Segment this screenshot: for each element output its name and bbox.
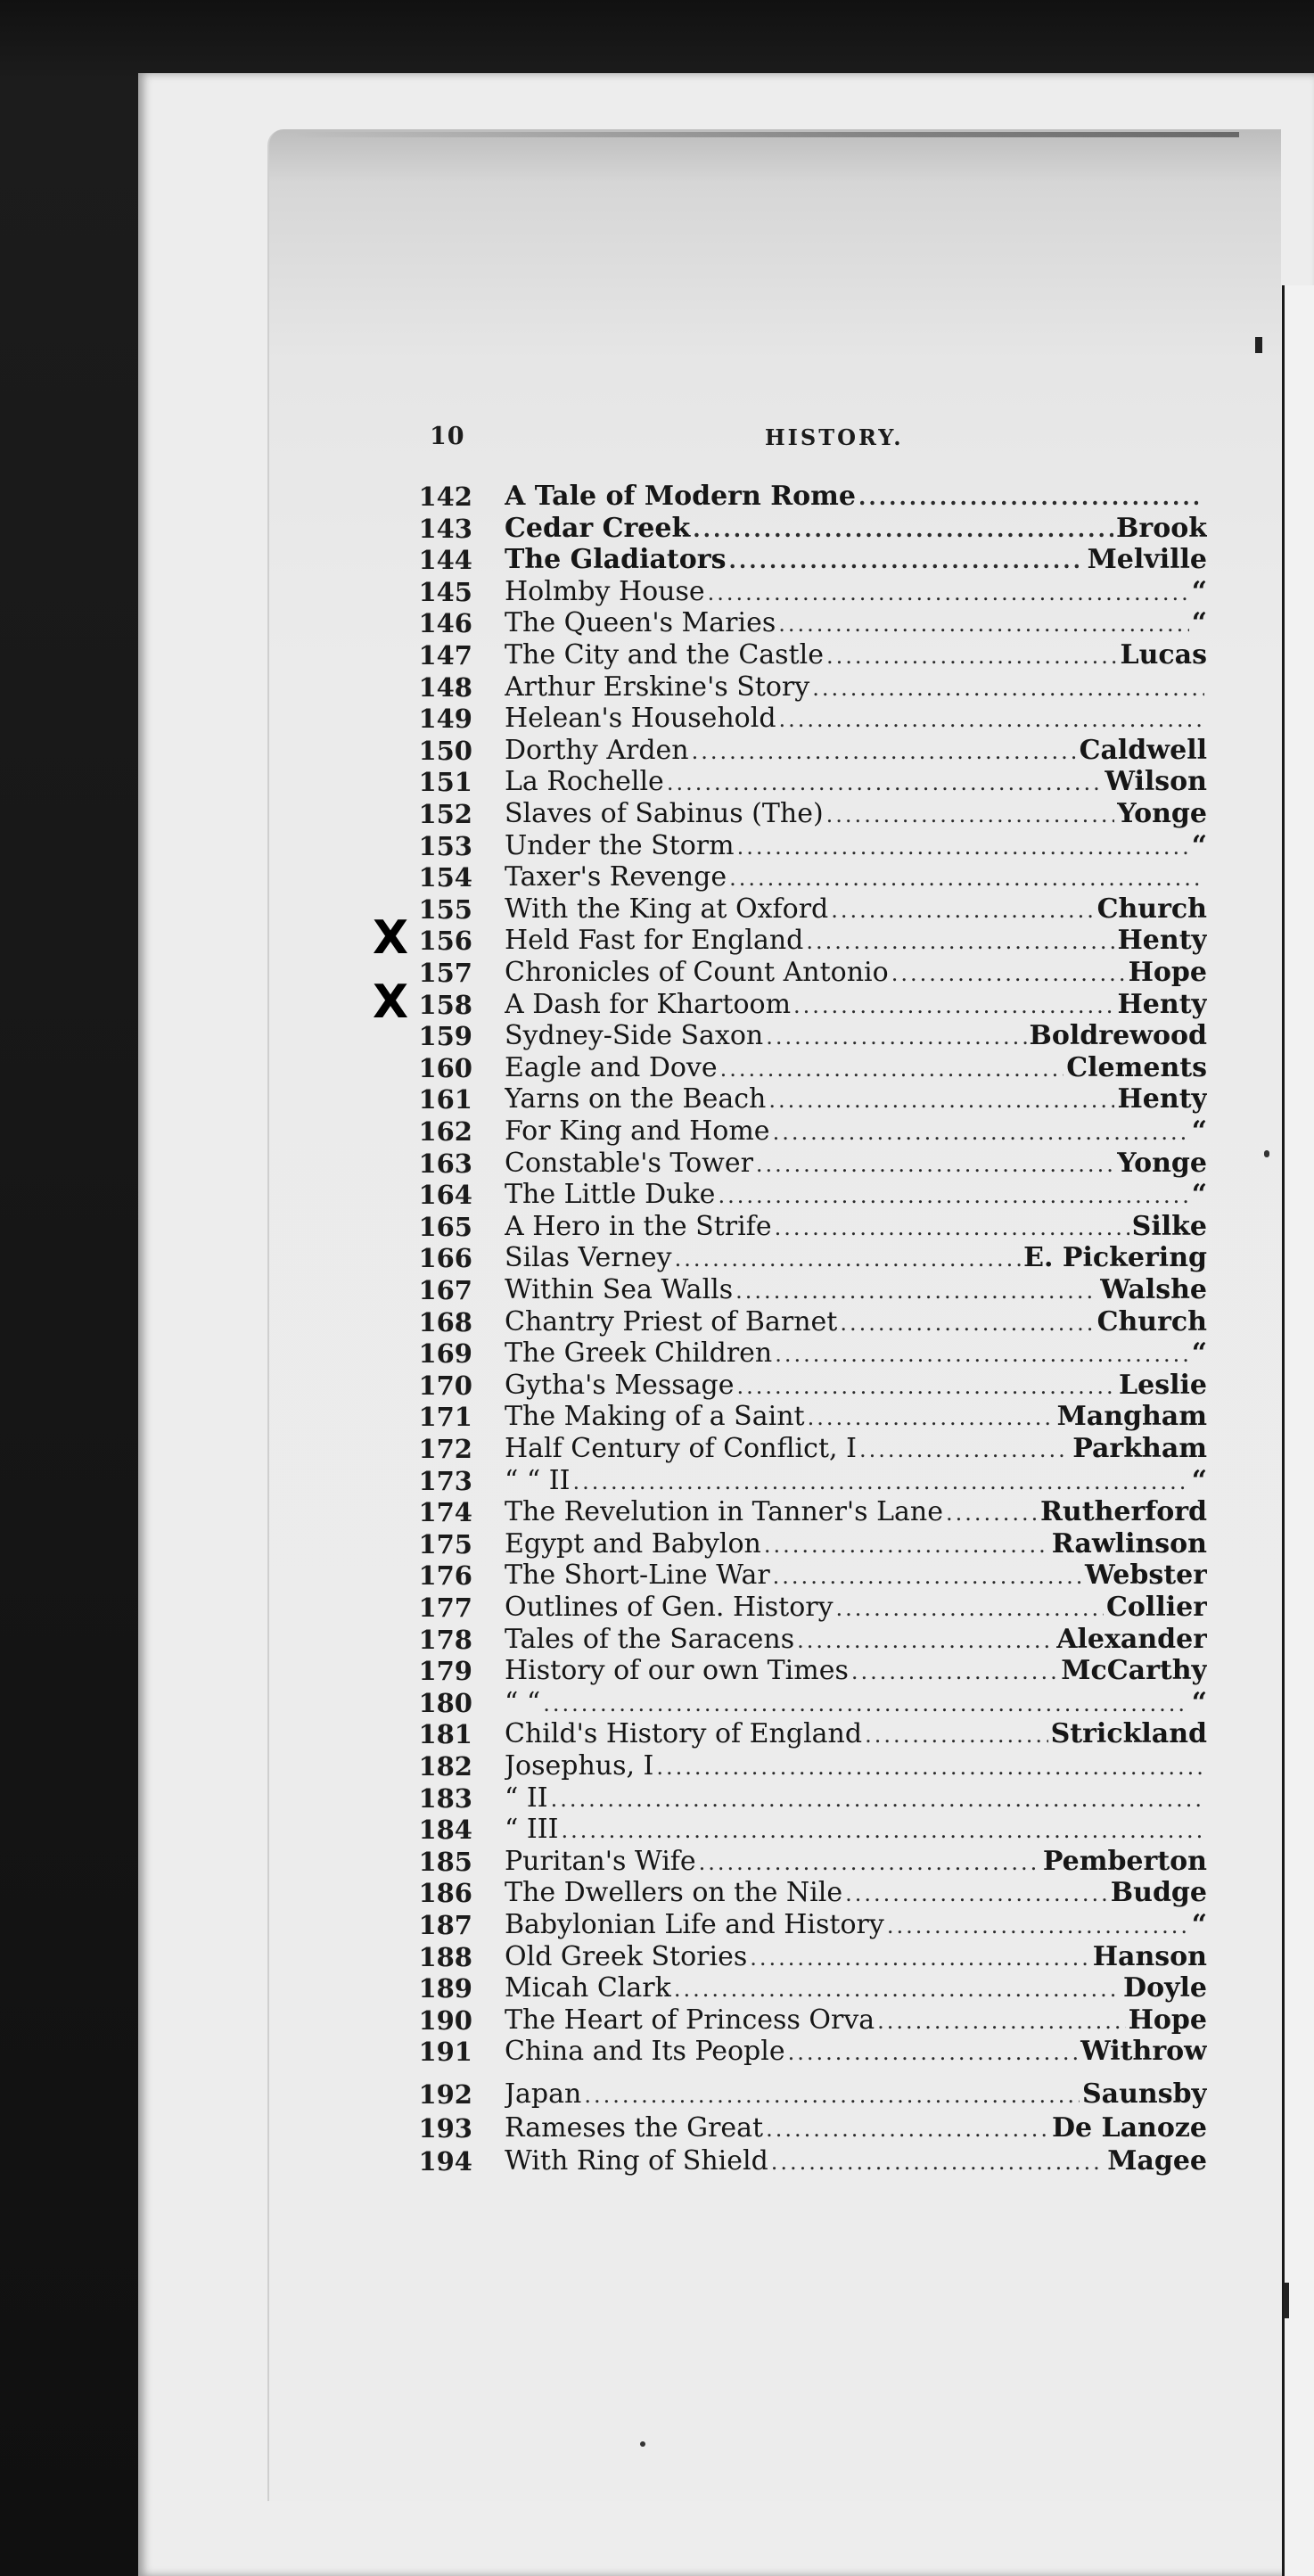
dot-leader — [766, 1022, 1026, 1051]
catalog-entry — [505, 926, 1207, 956]
entry-title: La Rochelle — [505, 767, 664, 797]
entry-author: Walshe — [1100, 1275, 1207, 1305]
entry-author: Boldrewood — [1029, 1021, 1207, 1051]
ink-smudge — [640, 2441, 645, 2447]
entry-title: Micah Clark — [505, 1973, 671, 2004]
catalog-entry — [505, 1751, 1207, 1782]
dot-leader — [887, 1911, 1189, 1940]
dot-leader — [851, 1657, 1058, 1686]
entry-title: Tales of the Saracens — [505, 1625, 795, 1655]
entry-author: Church — [1096, 1307, 1207, 1337]
entry-number: 169 — [418, 1338, 472, 1369]
entry-title: Japan — [505, 2079, 582, 2110]
dot-leader — [831, 895, 1094, 925]
entry-author: Saunsby — [1081, 2079, 1207, 2110]
entry-number: 168 — [418, 1307, 472, 1337]
entry-author: Withrow — [1080, 2037, 1207, 2067]
dot-leader — [826, 800, 1115, 829]
dot-leader — [718, 1181, 1188, 1210]
entry-author: Melville — [1087, 545, 1207, 575]
entry-author: Wilson — [1105, 767, 1207, 797]
dot-leader — [806, 926, 1114, 956]
dot-leader — [729, 863, 1204, 893]
entry-title: Babylonian Life and History — [505, 1910, 884, 1940]
page-number: 10 — [430, 423, 465, 450]
catalog-entry — [505, 1942, 1207, 1972]
dot-leader — [674, 1974, 1121, 2004]
page-top-shadow — [294, 132, 1239, 137]
entry-title: Gytha's Message — [505, 1370, 735, 1401]
entry-author: Parkham — [1072, 1434, 1207, 1464]
dot-leader — [773, 1561, 1082, 1591]
entry-author: “ — [1191, 577, 1207, 607]
catalog-entry — [505, 640, 1207, 671]
entry-number: 150 — [418, 736, 472, 766]
dot-leader — [667, 768, 1103, 797]
entry-number: 190 — [418, 2005, 472, 2036]
entry-number: 143 — [418, 514, 472, 544]
entry-number: 175 — [418, 1529, 472, 1560]
catalog-entry — [505, 1688, 1207, 1718]
dot-leader — [808, 1403, 1055, 1432]
entry-author: De Lanoze — [1051, 2113, 1207, 2144]
dot-leader — [764, 1530, 1049, 1560]
entry-number: 144 — [418, 545, 472, 575]
entry-author: Hope — [1128, 958, 1207, 988]
entry-title: Constable's Tower — [505, 1148, 753, 1179]
entry-number: 151 — [418, 767, 472, 797]
entry-number: 186 — [418, 1878, 472, 1908]
dot-leader — [778, 609, 1189, 638]
entry-number: 181 — [418, 1719, 472, 1749]
catalog-entry — [505, 1910, 1207, 1940]
dot-leader — [797, 1625, 1054, 1655]
dot-leader — [708, 578, 1189, 607]
entry-author: McCarthy — [1061, 1656, 1207, 1686]
dot-leader — [865, 1720, 1048, 1749]
dot-leader — [584, 2080, 1080, 2110]
catalog-entry — [505, 2037, 1207, 2067]
handwritten-mark: X — [373, 975, 409, 1029]
entry-number: 145 — [418, 577, 472, 607]
right-page-edge — [1282, 285, 1314, 2576]
dot-leader — [692, 737, 1077, 766]
entry-author: Rawlinson — [1051, 1529, 1207, 1560]
entry-number: 147 — [418, 640, 472, 671]
entry-number: 180 — [418, 1688, 472, 1718]
dot-leader — [859, 1435, 1070, 1464]
entry-number: 170 — [418, 1370, 472, 1401]
entry-author: Leslie — [1119, 1370, 1207, 1401]
entry-title: Old Greek Stories — [505, 1942, 748, 1972]
catalog-entry — [505, 1529, 1207, 1560]
catalog-entry — [505, 1307, 1207, 1337]
dot-leader — [793, 991, 1114, 1020]
dot-leader — [675, 1244, 1022, 1273]
entry-title: History of our own Times — [505, 1656, 849, 1686]
entry-number: 188 — [418, 1942, 472, 1972]
entry-author: Henty — [1117, 990, 1207, 1020]
entry-title: Taxer's Revenge — [505, 862, 727, 893]
entry-author: Church — [1096, 894, 1207, 925]
catalog-entry — [505, 1656, 1207, 1686]
catalog-entry — [505, 1466, 1207, 1496]
entry-title: Dorthy Arden — [505, 736, 689, 766]
entry-number: 166 — [418, 1243, 472, 1273]
catalog-entry — [505, 1497, 1207, 1527]
entry-author: Caldwell — [1079, 736, 1207, 766]
entry-author: E. Pickering — [1023, 1243, 1207, 1273]
dot-leader — [720, 1054, 1064, 1083]
dot-leader — [693, 514, 1113, 544]
catalog-entry — [505, 1434, 1207, 1464]
entry-number: 160 — [418, 1053, 472, 1083]
entry-number: 194 — [418, 2146, 472, 2177]
entry-author: Hope — [1128, 2005, 1207, 2036]
dot-leader — [877, 2006, 1125, 2036]
dot-leader — [737, 832, 1189, 861]
catalog-entry — [505, 481, 1207, 512]
dot-leader — [729, 546, 1085, 575]
entry-title: Sydney-Side Saxon — [505, 1021, 764, 1051]
entry-number: 157 — [418, 958, 472, 988]
entry-number: 191 — [418, 2037, 472, 2067]
entry-title: For King and Home — [505, 1116, 770, 1147]
catalog-entry — [505, 1973, 1207, 2004]
catalog-entry — [505, 894, 1207, 925]
catalog-entry — [505, 736, 1207, 766]
page-header-title: HISTORY. — [765, 424, 904, 450]
entry-number: 185 — [418, 1847, 472, 1877]
entry-title: Chronicles of Count Antonio — [505, 958, 889, 988]
dot-leader — [775, 1339, 1189, 1369]
dot-leader — [771, 2147, 1105, 2177]
entry-author: “ — [1191, 831, 1207, 861]
entry-title: Child's History of England — [505, 1719, 863, 1749]
entry-title: “ “ II — [505, 1466, 571, 1496]
dot-leader — [788, 2037, 1079, 2067]
entry-number: 155 — [418, 894, 472, 925]
dot-leader — [551, 1784, 1204, 1814]
entry-title: Arthur Erskine's Story — [505, 672, 810, 703]
entry-number: 187 — [418, 1910, 472, 1940]
dot-leader — [572, 1467, 1188, 1496]
entry-title: Helean's Household — [505, 704, 776, 734]
entry-title: Cedar Creek — [505, 514, 691, 544]
dot-leader — [826, 641, 1118, 671]
entry-number: 154 — [418, 862, 472, 893]
catalog-entry — [505, 1021, 1207, 1051]
catalog-entry — [505, 1719, 1207, 1749]
ink-smudge — [1264, 1150, 1269, 1157]
entry-number: 156 — [418, 926, 472, 956]
entry-title: The Little Duke — [505, 1180, 716, 1210]
entry-title: Rameses the Great — [505, 2113, 764, 2144]
catalog-entry — [505, 1084, 1207, 1115]
entry-number: 183 — [418, 1783, 472, 1814]
ink-smudge — [1284, 2283, 1289, 2318]
catalog-entry — [505, 1180, 1207, 1210]
entry-title: Silas Verney — [505, 1243, 672, 1273]
entry-title: The Queen's Maries — [505, 608, 776, 638]
entry-author: Yonge — [1117, 799, 1207, 829]
entry-number: 152 — [418, 799, 472, 829]
entry-number: 161 — [418, 1084, 472, 1115]
catalog-entry — [505, 1402, 1207, 1432]
entry-title: With Ring of Shield — [505, 2146, 768, 2177]
catalog-entry — [505, 2113, 1207, 2144]
entry-title: The City and the Castle — [505, 640, 824, 671]
catalog-entry — [505, 1560, 1207, 1591]
entry-number: 158 — [418, 990, 472, 1020]
entry-title: Eagle and Dove — [505, 1053, 718, 1083]
entry-author: Clements — [1066, 1053, 1207, 1083]
catalog-entry — [505, 1593, 1207, 1623]
catalog-entry — [505, 672, 1207, 703]
dot-leader — [946, 1498, 1038, 1527]
entry-author: Magee — [1107, 2146, 1207, 2177]
entry-author: Webster — [1085, 1560, 1207, 1591]
catalog-entry — [505, 990, 1207, 1020]
entry-title: A Tale of Modern Rome — [505, 481, 857, 512]
dot-leader — [779, 704, 1204, 734]
entry-number: 153 — [418, 831, 472, 861]
dot-leader — [840, 1308, 1094, 1337]
catalog-entry — [505, 1148, 1207, 1179]
entry-author: “ — [1191, 1116, 1207, 1147]
entry-title: A Hero in the Strife — [505, 1212, 772, 1242]
entry-title: Josephus, I — [505, 1751, 654, 1782]
dot-leader — [845, 1879, 1108, 1908]
catalog-entry — [505, 577, 1207, 607]
entry-author: Henty — [1117, 1084, 1207, 1115]
entry-author: Hanson — [1092, 1942, 1207, 1972]
entry-author: “ — [1191, 1180, 1207, 1210]
entry-author: Collier — [1106, 1593, 1207, 1623]
catalog-entry — [505, 1116, 1207, 1147]
entry-title: Under the Storm — [505, 831, 735, 861]
entry-number: 167 — [418, 1275, 472, 1305]
entry-number: 173 — [418, 1466, 472, 1496]
entry-author: Alexander — [1056, 1625, 1207, 1655]
entry-author: Brook — [1116, 514, 1207, 544]
entry-author: Lucas — [1120, 640, 1207, 671]
entry-author: “ — [1191, 1910, 1207, 1940]
catalog-entry — [505, 958, 1207, 988]
dot-leader — [891, 959, 1126, 988]
entry-number: 165 — [418, 1212, 472, 1242]
ink-smudge — [1255, 337, 1262, 353]
entry-title: Half Century of Conflict, I — [505, 1434, 857, 1464]
entry-number: 164 — [418, 1180, 472, 1210]
entry-number: 159 — [418, 1021, 472, 1051]
entry-title: Within Sea Walls — [505, 1275, 734, 1305]
entry-title: Holmby House — [505, 577, 705, 607]
entry-number: 174 — [418, 1497, 472, 1527]
entry-number: 162 — [418, 1116, 472, 1147]
entry-author: Strickland — [1050, 1719, 1207, 1749]
catalog-entry — [505, 831, 1207, 861]
catalog-entry — [505, 1783, 1207, 1814]
entry-title: The Gladiators — [505, 545, 727, 575]
catalog-entry — [505, 2079, 1207, 2110]
dot-leader — [543, 1689, 1189, 1718]
catalog-entry — [505, 1275, 1207, 1305]
entry-number: 146 — [418, 608, 472, 638]
entry-title: The Greek Children — [505, 1338, 773, 1369]
entry-number: 142 — [418, 481, 472, 512]
dot-leader — [858, 482, 1204, 512]
entry-title: The Short-Line War — [505, 1560, 770, 1591]
dot-leader — [756, 1149, 1114, 1179]
catalog-entry — [505, 862, 1207, 893]
catalog-entry — [505, 704, 1207, 734]
entry-title: China and Its People — [505, 2037, 785, 2067]
entry-title: With the King at Oxford — [505, 894, 829, 925]
entry-number: 149 — [418, 704, 472, 734]
entry-number: 172 — [418, 1434, 472, 1464]
entry-title: The Heart of Princess Orva — [505, 2005, 875, 2036]
dot-leader — [561, 1815, 1204, 1845]
entry-author: Doyle — [1123, 1973, 1207, 2004]
entry-title: The Making of a Saint — [505, 1402, 805, 1432]
dot-leader — [775, 1213, 1129, 1242]
catalog-entry — [505, 1370, 1207, 1401]
catalog-entry — [505, 767, 1207, 797]
entry-title: “ “ — [505, 1688, 541, 1718]
entry-author: “ — [1191, 1338, 1207, 1369]
catalog-entry — [505, 1212, 1207, 1242]
dot-leader — [736, 1371, 1116, 1401]
entry-number: 176 — [418, 1560, 472, 1591]
entry-title: Slaves of Sabinus (The) — [505, 799, 824, 829]
catalog-entry — [505, 799, 1207, 829]
entry-title: Yarns on the Beach — [505, 1084, 767, 1115]
catalog-entry — [505, 1815, 1207, 1845]
entry-title: A Dash for Khartoom — [505, 990, 792, 1020]
dot-leader — [812, 673, 1204, 703]
entry-author: Rutherford — [1039, 1497, 1207, 1527]
catalog-entry — [505, 514, 1207, 544]
catalog-entry — [505, 1878, 1207, 1908]
dot-leader — [773, 1117, 1189, 1147]
catalog-entry — [505, 608, 1207, 638]
entry-author: Yonge — [1117, 1148, 1207, 1179]
entry-number: 178 — [418, 1625, 472, 1655]
entry-title: “ III — [505, 1815, 559, 1845]
entry-number: 148 — [418, 672, 472, 703]
entry-number: 177 — [418, 1593, 472, 1623]
entry-title: The Revelution in Tanner's Lane — [505, 1497, 943, 1527]
catalog-entry — [505, 2005, 1207, 2036]
catalog-entry — [505, 1847, 1207, 1877]
entry-title: The Dwellers on the Nile — [505, 1878, 843, 1908]
entry-title: Outlines of Gen. History — [505, 1593, 834, 1623]
entry-title: Puritan's Wife — [505, 1847, 696, 1877]
catalog-entry — [505, 1625, 1207, 1655]
entry-author: Henty — [1117, 926, 1207, 956]
dot-leader — [768, 1085, 1114, 1115]
entry-author: “ — [1191, 1466, 1207, 1496]
dot-leader — [656, 1752, 1204, 1782]
entry-title: Held Fast for England — [505, 926, 804, 956]
entry-author: “ — [1191, 1688, 1207, 1718]
entry-number: 179 — [418, 1656, 472, 1686]
entry-author: Pemberton — [1042, 1847, 1207, 1877]
entry-author: Silke — [1131, 1212, 1207, 1242]
catalog-entry — [505, 1243, 1207, 1273]
entry-author: Mangham — [1056, 1402, 1207, 1432]
entry-title: Chantry Priest of Barnet — [505, 1307, 838, 1337]
dot-leader — [699, 1848, 1040, 1877]
entry-number: 189 — [418, 1973, 472, 2004]
entry-number: 192 — [418, 2079, 472, 2110]
entry-author: “ — [1191, 608, 1207, 638]
entry-number: 182 — [418, 1751, 472, 1782]
catalog-entry — [505, 545, 1207, 575]
entry-title: Egypt and Babylon — [505, 1529, 761, 1560]
dot-leader — [735, 1276, 1097, 1305]
catalog-entry — [505, 1338, 1207, 1369]
entry-number: 171 — [418, 1402, 472, 1432]
dot-leader — [766, 2114, 1049, 2144]
catalog-entry — [505, 1053, 1207, 1083]
entry-number: 193 — [418, 2113, 472, 2144]
handwritten-mark: X — [373, 911, 409, 965]
entry-number: 163 — [418, 1148, 472, 1179]
catalog-entry — [505, 2146, 1207, 2177]
dot-leader — [836, 1593, 1104, 1623]
entry-number: 184 — [418, 1815, 472, 1845]
entry-author: Budge — [1110, 1878, 1207, 1908]
entry-title: “ II — [505, 1783, 548, 1814]
dot-leader — [750, 1943, 1089, 1972]
